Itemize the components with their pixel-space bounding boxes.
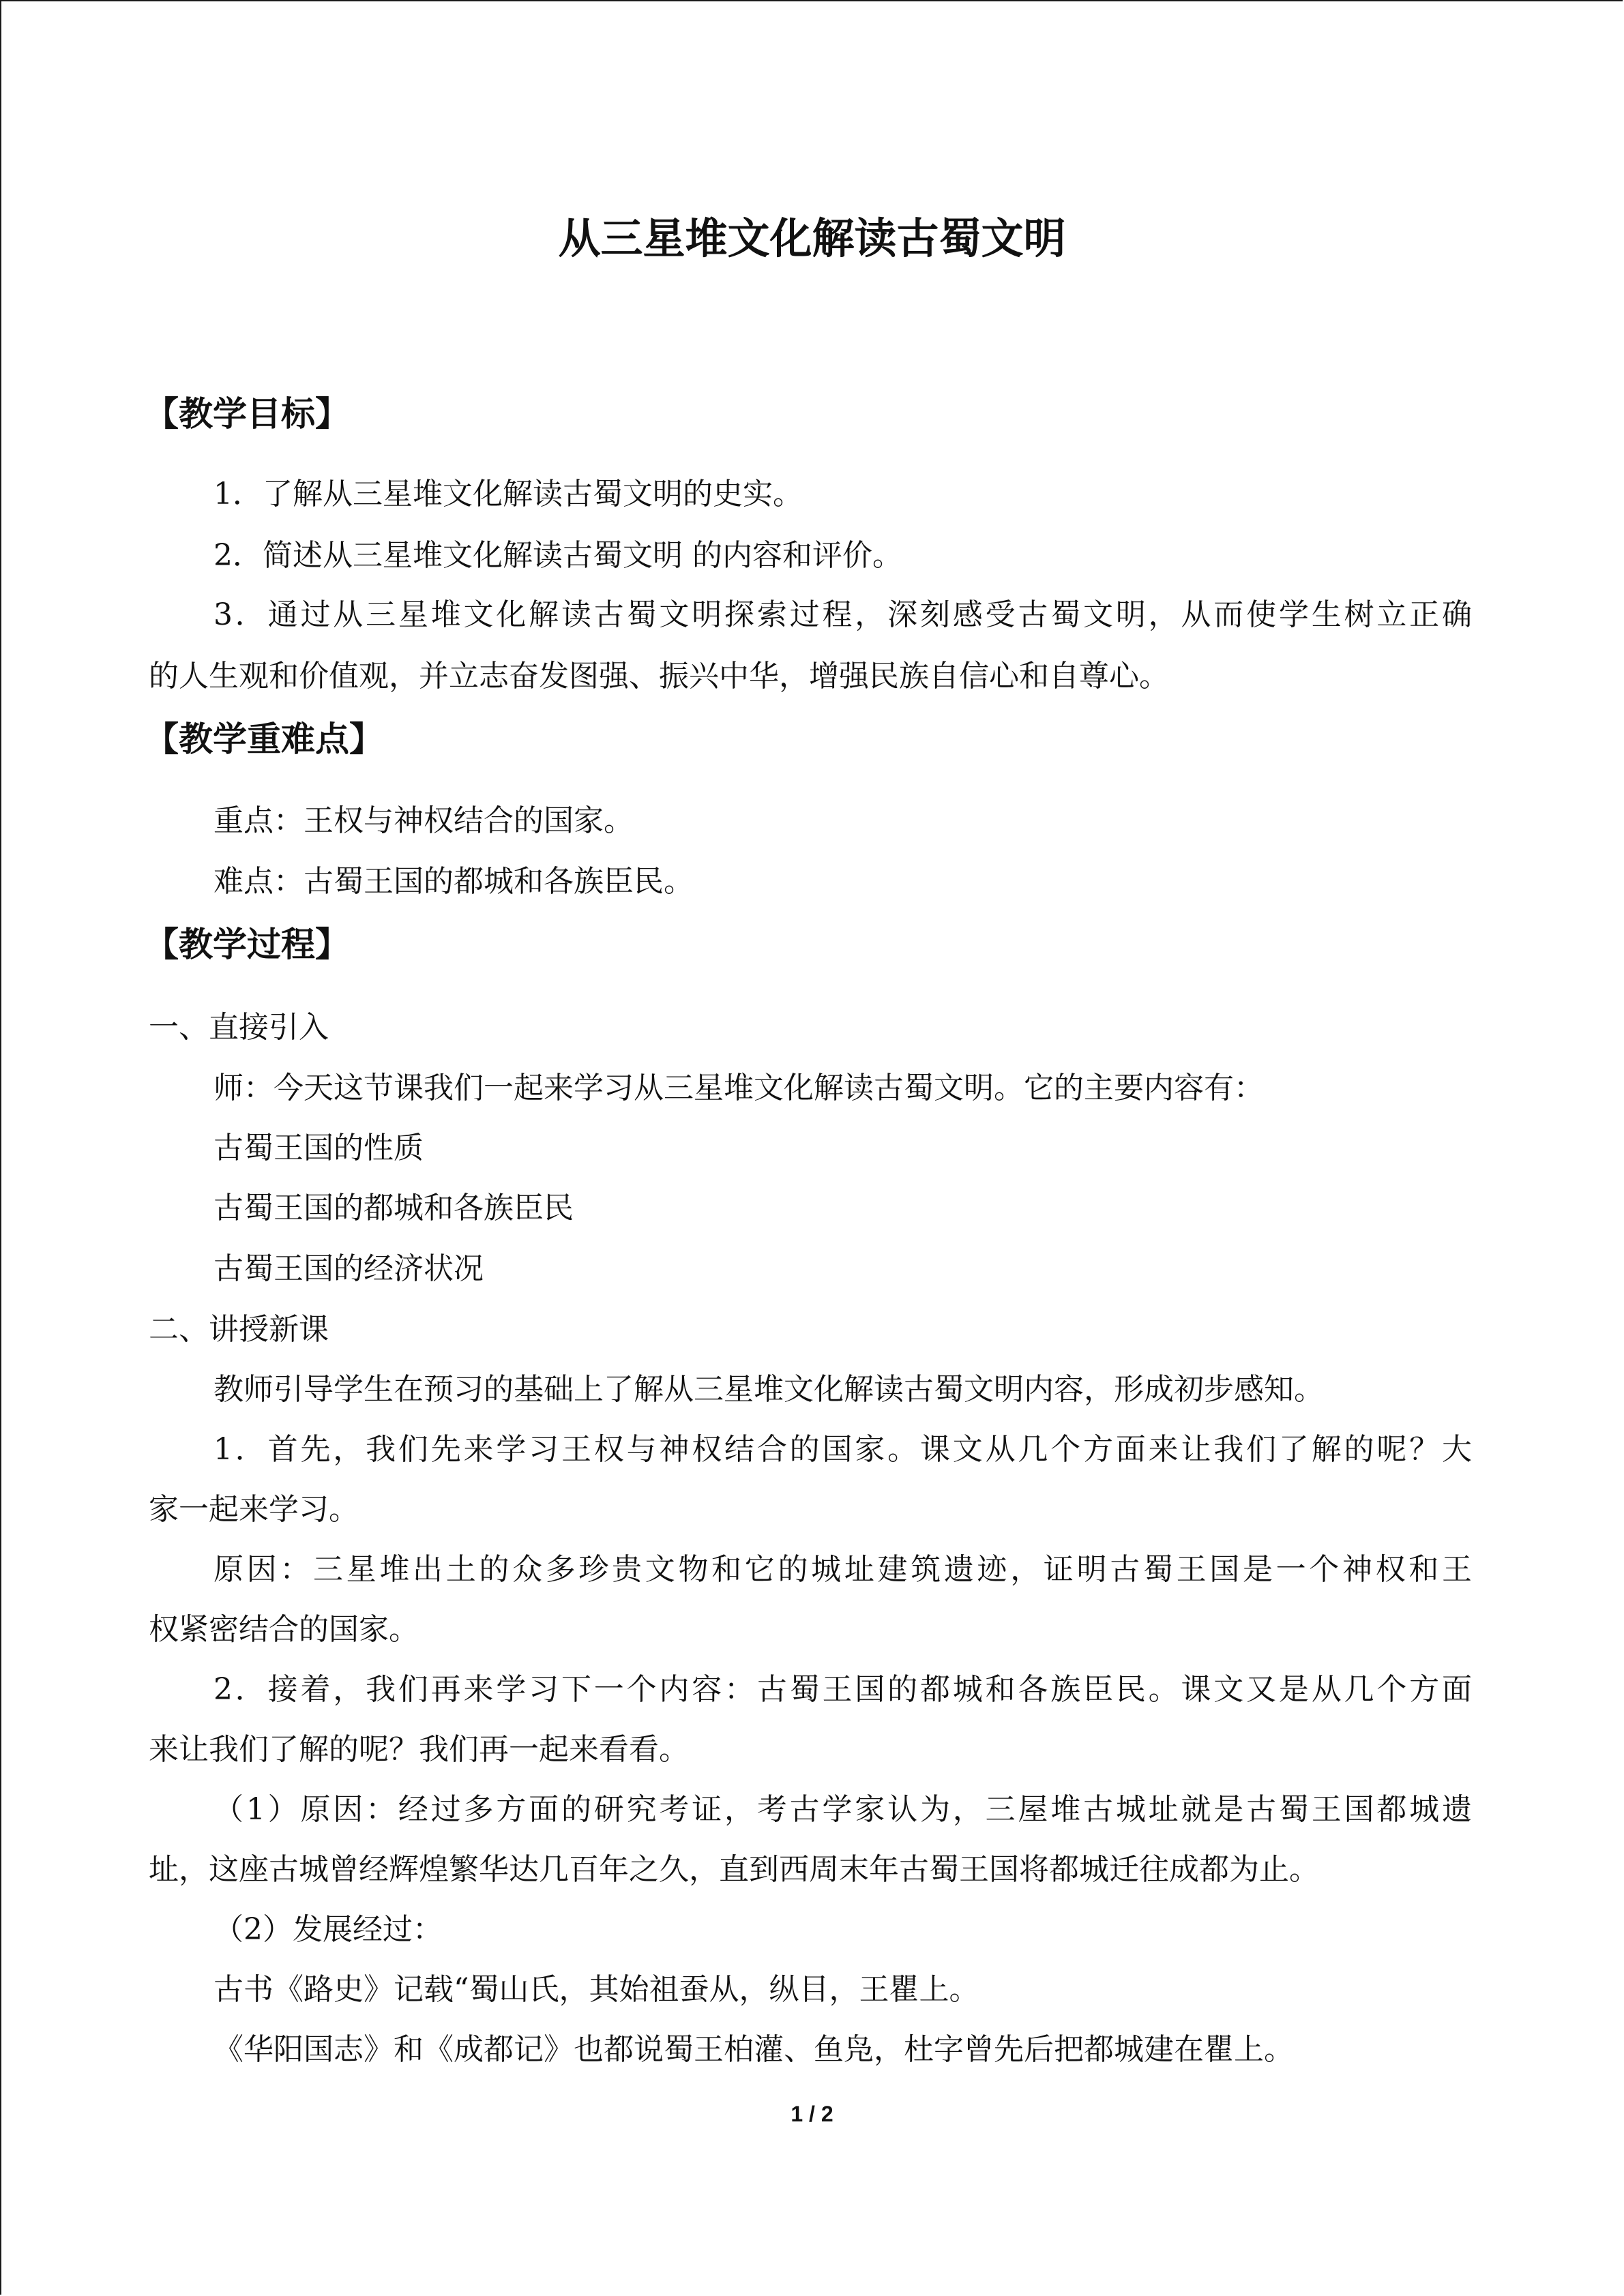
document-title: 从三星堆文化解读古蜀文明 xyxy=(558,213,1066,263)
list-item: 古蜀王国的都城和各族臣民 xyxy=(213,1191,574,1225)
section-title: 一、直接引入 xyxy=(149,1010,329,1045)
goal-item: 1．了解从三星堆文化解读古蜀文明的史实。 xyxy=(213,477,803,511)
paragraph-continuation: 家一起来学习。 xyxy=(149,1492,359,1527)
paragraph: 教师引导学生在预习的基础上了解从三星堆文化解读古蜀文明内容，形成初步感知。 xyxy=(213,1372,1324,1407)
paragraph: （2）发展经过： xyxy=(213,1912,443,1947)
paragraph: 1．首先，我们先来学习王权与神权结合的国家。课文从几个方面来让我们了解的呢？大 xyxy=(213,1432,1472,1467)
goal-item-continuation: 的人生观和价值观，并立志奋发图强、振兴中华，增强民族自信心和自尊心。 xyxy=(149,659,1169,694)
paragraph: 古书《路史》记载“蜀山氏，其始祖蚕从，纵目，王瞿上。 xyxy=(213,1972,979,2007)
paragraph: 《华阳国志》和《成都记》也都说蜀王柏灌、鱼凫，杜字曾先后把都城建在瞿上。 xyxy=(213,2032,1294,2067)
paragraph-continuation: 来让我们了解的呢？我们再一起来看看。 xyxy=(149,1732,689,1767)
goals-heading: 【教学目标】 xyxy=(145,394,349,434)
paragraph: （1）原因：经过多方面的研究考证，考古学家认为，三屋堆古城址就是古蜀王国都城遗 xyxy=(213,1792,1472,1827)
paragraph: 师：今天这节课我们一起来学习从三星堆文化解读古蜀文明。它的主要内容有： xyxy=(213,1071,1264,1105)
paragraph-continuation: 址，这座古城曾经辉煌繁华达几百年之久，直到西周末年古蜀王国将都城迁往成都为止。 xyxy=(149,1852,1319,1887)
difficult-point: 难点：古蜀王国的都城和各族臣民。 xyxy=(213,864,694,899)
goal-item: 3．通过从三星堆文化解读古蜀文明探索过程，深刻感受古蜀文明，从而使学生树立正确 xyxy=(213,597,1472,632)
process-heading: 【教学过程】 xyxy=(145,925,349,964)
list-item: 古蜀王国的性质 xyxy=(213,1131,424,1165)
key-point: 重点：王权与神权结合的国家。 xyxy=(213,803,634,838)
keypoints-heading: 【教学重难点】 xyxy=(145,719,383,759)
section-title: 二、讲授新课 xyxy=(149,1312,329,1347)
paragraph: 2．接着，我们再来学习下一个内容：古蜀王国的都城和各族臣民。课文又是从几个方面 xyxy=(213,1672,1472,1707)
goal-item: 2．简述从三星堆文化解读古蜀文明 的内容和评价。 xyxy=(213,538,902,573)
paragraph: 原因：三星堆出土的众多珍贵文物和它的城址建筑遗迹，证明古蜀王国是一个神权和王 xyxy=(213,1552,1472,1587)
list-item: 古蜀王国的经济状况 xyxy=(213,1251,484,1286)
page-number: 1 / 2 xyxy=(791,2102,833,2126)
paragraph-continuation: 权紧密结合的国家。 xyxy=(149,1612,419,1647)
